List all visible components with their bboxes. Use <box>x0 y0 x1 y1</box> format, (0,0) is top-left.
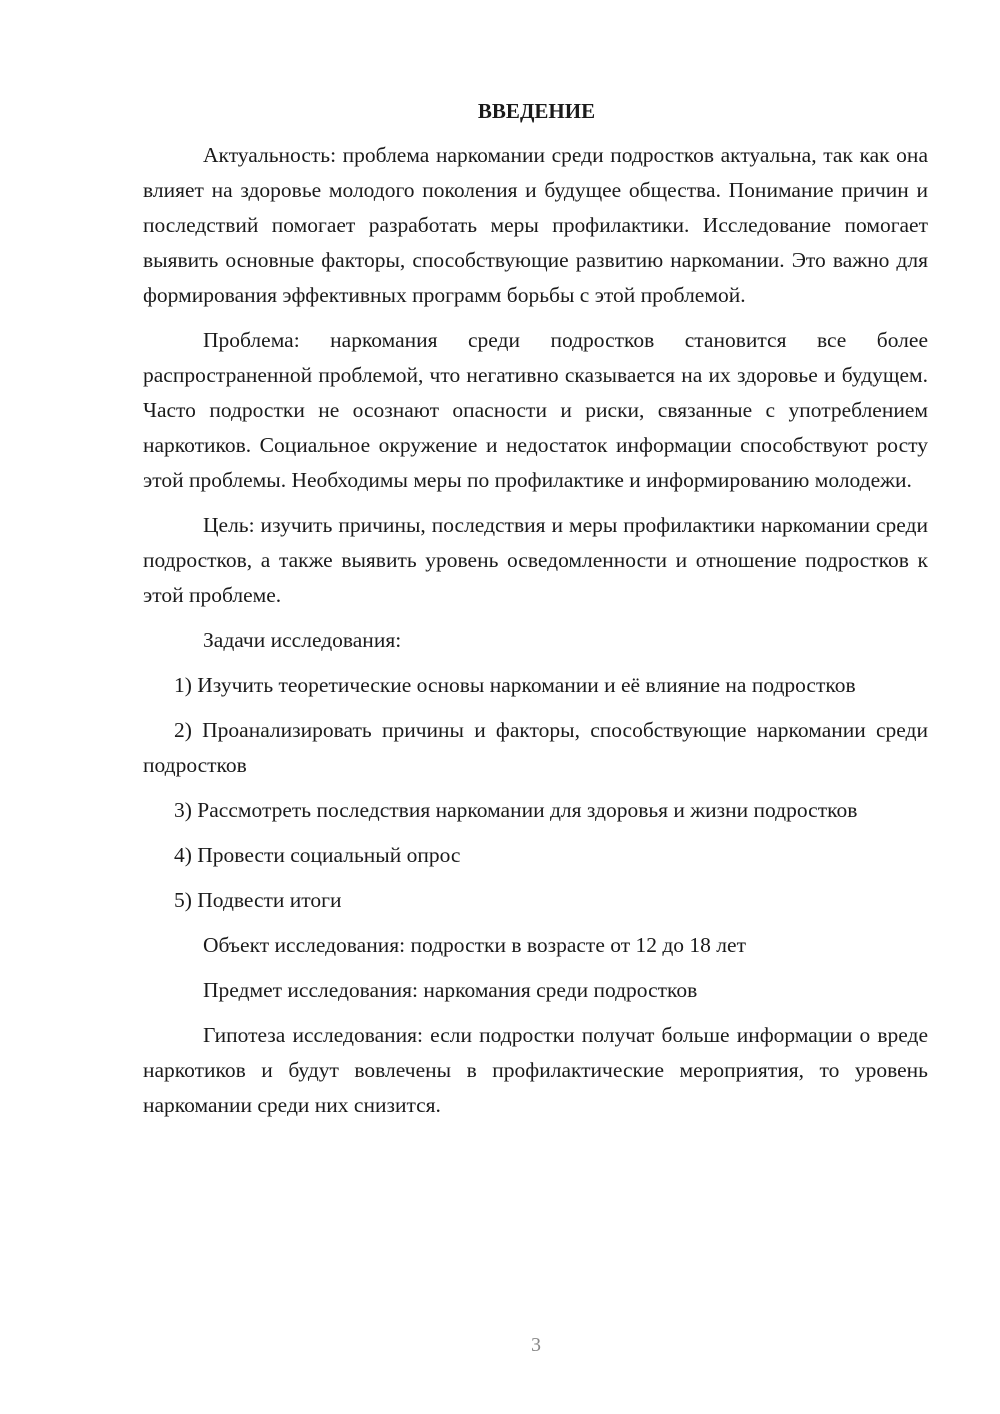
task-item-4: 4) Провести социальный опрос <box>174 843 461 867</box>
page-number: 3 <box>531 1334 541 1356</box>
problem-paragraph: Проблема: наркомания среди подростков становится все более распространенной проблемой, что негативно сказывается на их здоровье и будущем. Часто подростки не осознают опасности и риски, связанные с употреблением наркотиков. Социальное окружение и недостаток информации способствуют росту этой проблемы. Необходимы меры по профилактике и информированию молодежи. <box>143 328 928 492</box>
goal-paragraph: Цель: изучить причины, последствия и меры профилактики наркомании среди подростков, а также выявить уровень осведомленности и отношение подростков к этой проблеме. <box>143 513 928 607</box>
relevance-paragraph: Актуальность: проблема наркомании среди подростков актуальна, так как она влияет на здоровье молодого поколения и будущее общества. Понимание причин и последствий помогает разработать меры профилактики. Исследование помогает выявить основные факторы, способствующие развитию наркомании. Это важно для формирования эффективных программ борьбы с этой проблемой. <box>143 143 928 307</box>
object-paragraph: Объект исследования: подростки в возрасте от 12 до 18 лет <box>203 933 746 957</box>
section-title: ВВЕДЕНИЕ <box>477 99 596 123</box>
hypothesis-paragraph: Гипотеза исследования: если подростки получат больше информации о вреде наркотиков и будут вовлечены в профилактические мероприятия, то уровень наркомании среди них снизится. <box>143 1023 928 1117</box>
subject-paragraph: Предмет исследования: наркомания среди подростков <box>203 978 698 1002</box>
task-item-2: 2) Проанализировать причины и факторы, способствующие наркомании среди подростков <box>143 718 928 777</box>
task-item-3: 3) Рассмотреть последствия наркомании для здоровья и жизни подростков <box>174 798 858 822</box>
task-item-5: 5) Подвести итоги <box>174 888 342 912</box>
tasks-heading: Задачи исследования: <box>203 628 402 652</box>
task-item-1: 1) Изучить теоретические основы наркомании и её влияние на подростков <box>174 673 856 697</box>
document-page <box>143 96 928 1133</box>
